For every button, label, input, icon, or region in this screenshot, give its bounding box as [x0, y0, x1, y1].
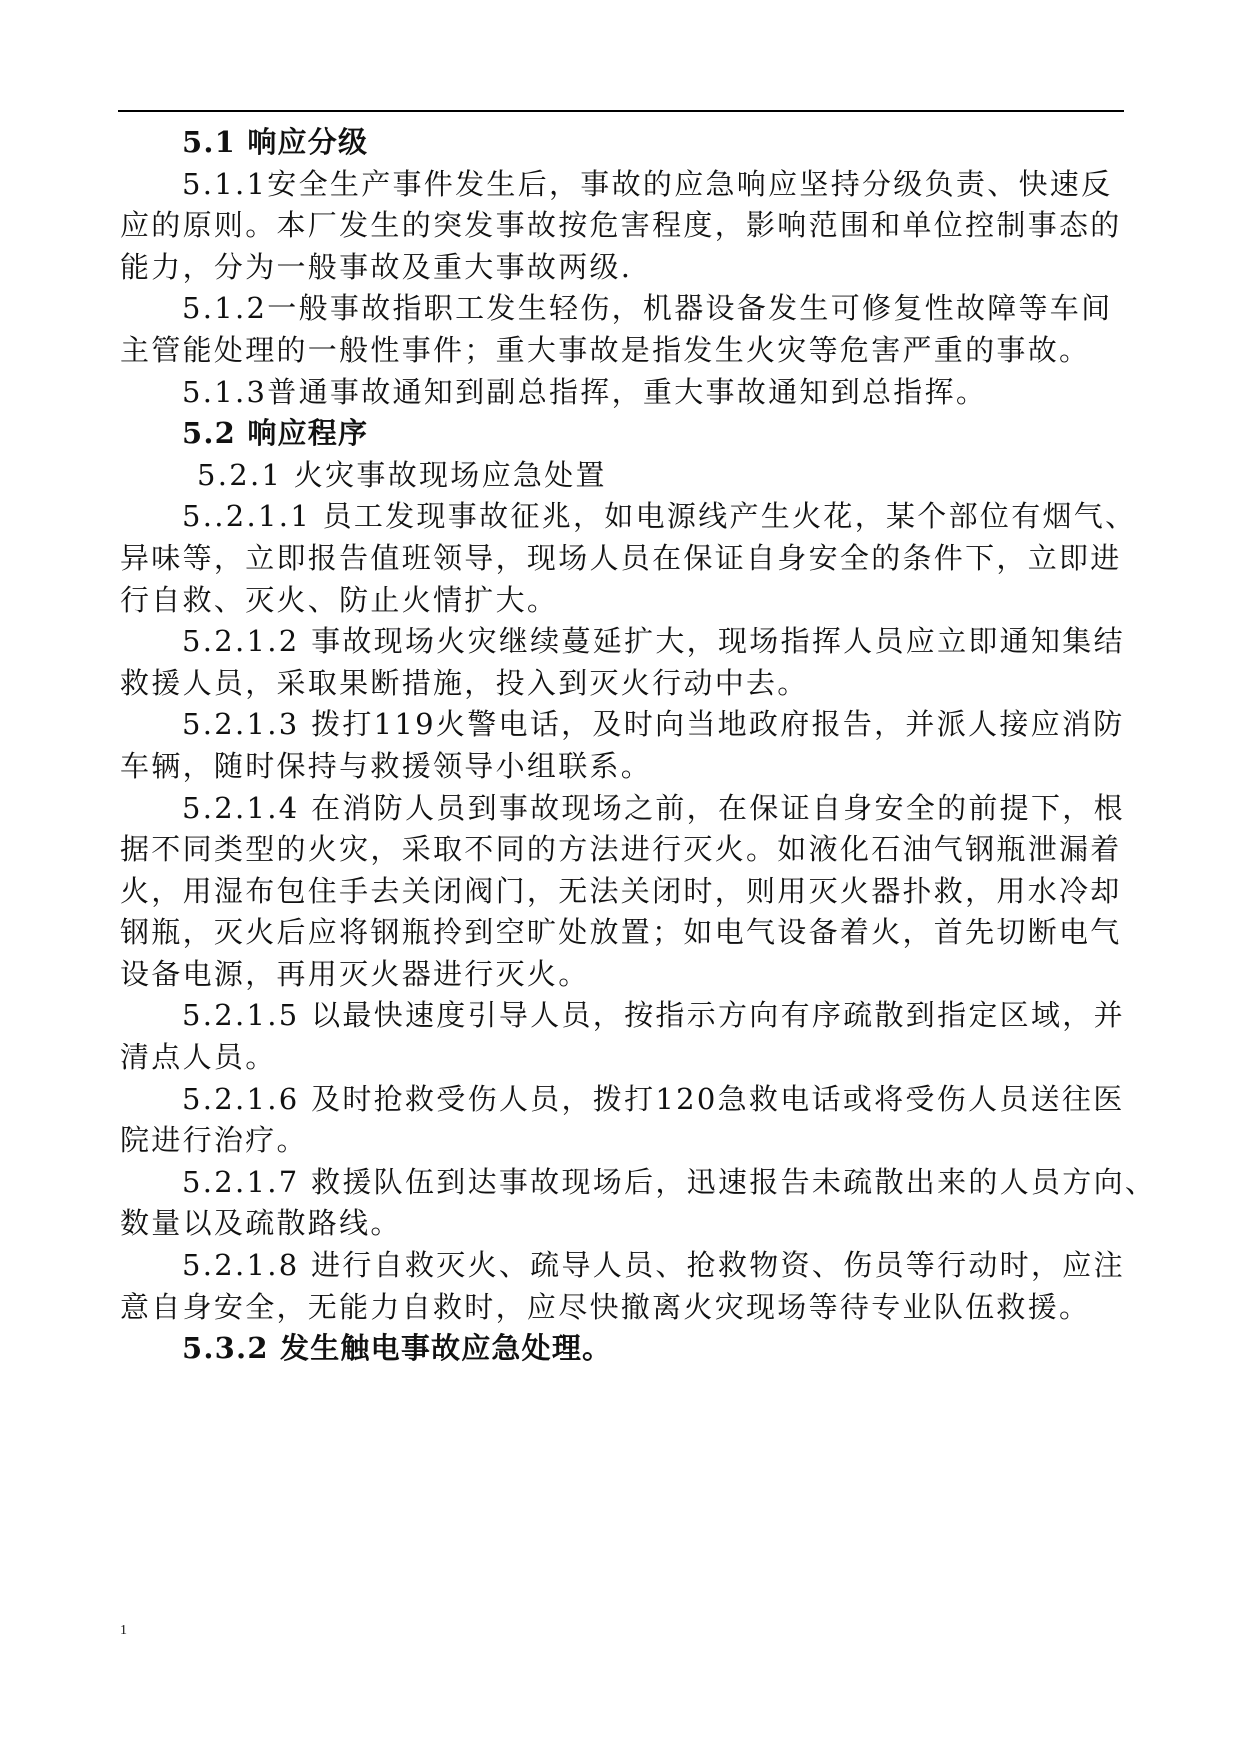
text-line: 清点人员。 [120, 1040, 277, 1075]
text-line: 能力，分为一般事故及重大事故两级. [120, 249, 633, 284]
header-rule [118, 110, 1124, 112]
text-line: 5.2.1.5 以最快速度引导人员，按指示方向有序疏散到指定区域，并 [182, 998, 1125, 1033]
section-heading: 5.1 响应分级 [182, 125, 369, 159]
text-line: 5.2.1.8 进行自救灭火、疏导人员、抢救物资、伤员等行动时，应注 [182, 1248, 1125, 1283]
text-line: 院进行治疗。 [120, 1123, 308, 1158]
text-line: 5.1.3普通事故通知到副总指挥，重大事故通知到总指挥。 [182, 374, 988, 409]
page-number: 1 [120, 1623, 127, 1638]
text-line: 异味等，立即报告值班领导，现场人员在保证自身安全的条件下，立即进 [120, 540, 1122, 575]
section-heading: 5.3.2 发生触电事故应急处理。 [182, 1331, 613, 1366]
document-body [120, 122, 1157, 1370]
text-line: 5.2.1.4 在消防人员到事故现场之前，在保证自身安全的前提下，根 [182, 790, 1125, 825]
text-line: 钢瓶，灭火后应将钢瓶拎到空旷处放置；如电气设备着火，首先切断电气 [120, 915, 1122, 950]
text-line: 救援人员，采取果断措施，投入到灭火行动中去。 [120, 665, 809, 700]
text-line: 5.1.1安全生产事件发生后，事故的应急响应坚持分级负责、快速反 [182, 166, 1113, 201]
text-line: 据不同类型的火灾，采取不同的方法进行灭火。如液化石油气钢瓶泄漏着 [120, 832, 1122, 867]
section-heading: 5.2 响应程序 [182, 416, 369, 451]
text-line: 火，用湿布包住手去关闭阀门，无法关闭时，则用灭火器扑救，用水冷却 [120, 873, 1122, 908]
text-line: 5.2.1 火灾事故现场应急处置 [197, 457, 607, 492]
text-line: 行自救、灭火、防止火情扩大。 [120, 582, 559, 617]
text-line: 应的原则。本厂发生的突发事故按危害程度，影响范围和单位控制事态的 [120, 208, 1122, 243]
text-line: 数量以及疏散路线。 [120, 1206, 402, 1241]
text-line: 5.2.1.7 救援队伍到达事故现场后，迅速报告未疏散出来的人员方向、 [182, 1164, 1157, 1199]
text-line: 设备电源，再用灭火器进行灭火。 [120, 956, 590, 991]
text-line: 车辆，随时保持与救援领导小组联系。 [120, 748, 653, 783]
text-line: 5.2.1.6 及时抢救受伤人员，拨打120急救电话或将受伤人员送往医 [182, 1081, 1125, 1116]
text-line: 意自身安全，无能力自救时，应尽快撤离火灾现场等待专业队伍救援。 [120, 1289, 1091, 1324]
text-line: 5.2.1.3 拨打119火警电话，及时向当地政府报告，并派人接应消防 [182, 707, 1125, 742]
text-line: 5..2.1.1 员工发现事故征兆，如电源线产生火花，某个部位有烟气、 [182, 499, 1137, 534]
text-line: 5.2.1.2 事故现场火灾继续蔓延扩大，现场指挥人员应立即通知集结 [182, 624, 1125, 659]
text-line: 主管能处理的一般性事件；重大事故是指发生火灾等危害严重的事故。 [120, 332, 1091, 367]
text-line: 5.1.2一般事故指职工发生轻伤，机器设备发生可修复性故障等车间 [182, 291, 1113, 326]
